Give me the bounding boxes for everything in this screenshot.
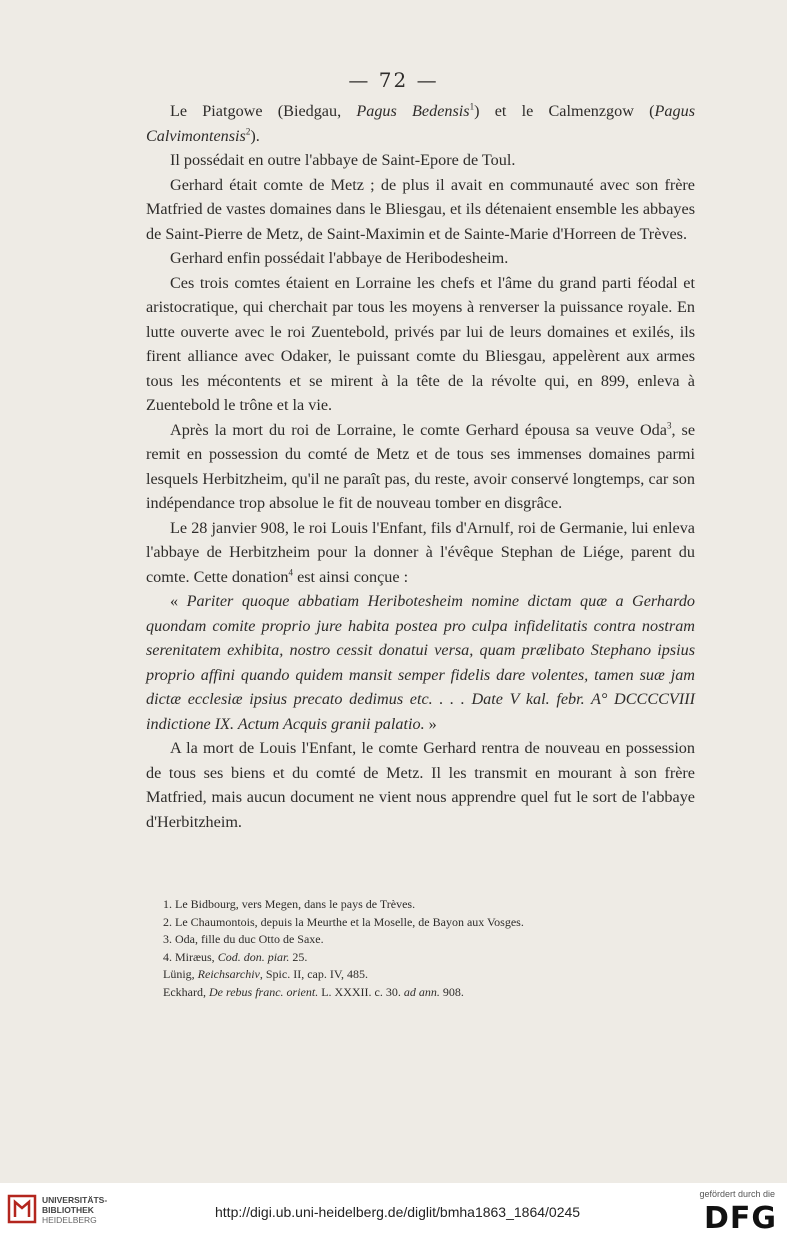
italic-text: De rebus franc. orient. [208, 984, 319, 999]
italic-text: Cod. don. piar. [217, 949, 290, 964]
italic-text: ad ann. [403, 984, 440, 999]
body-text [146, 99, 695, 834]
library-name[interactable] [42, 1195, 107, 1225]
italic-text: Pariter quoque abbatiam Heribotesheim nomine dictam quæ a Gerhardo quondam comite proprio jure habita postea pro culpa infidelitatis contra nostram serenitatem exhibita, nostro cessit donatui versa, quam prælibato Stephano ipsius proprio affini quando quidem mansit semper fidelis dare volentes, tamen suæ jam dictæ ecclesiæ ipsius precato dedimus etc. . . . Date V kal. febr. A° DCCCCVIII indictione IX. Actum Acquis granii palatio. [146, 592, 696, 733]
text-run: Lünig, [163, 967, 198, 981]
footnote-ref: 4 [288, 567, 294, 578]
library-emblem-icon [6, 1193, 38, 1225]
text-run: 25. [289, 949, 308, 964]
paragraph [146, 271, 695, 418]
paragraph [146, 99, 695, 148]
text-run: ). [250, 126, 260, 145]
footnote [163, 914, 693, 932]
italic-text: Pagus Calvimontensis [146, 102, 695, 145]
text-run: Il possédait en outre l'abbaye de Saint-Epore de Toul. [170, 151, 516, 169]
text-run: Eckhard, [163, 984, 209, 999]
footnote [163, 949, 693, 967]
text-run: , Spic. II, cap. IV, 485. [259, 967, 368, 981]
text-run: Gerhard enfin possédait l'abbaye de Heribodesheim. [170, 249, 509, 267]
viewer-footer [0, 1183, 787, 1237]
library-name-line3: HEIDELBERG [42, 1215, 97, 1225]
text-run: Gerhard était comte de Metz ; de plus il avait en communauté avec son frère Matfried de vastes domaines dans le Bliesgau, et ils détenaient ensemble les abbayes de Saint-Pierre de Metz, de Saint-Maximin et de Sainte-Marie d'Horreen de Trèves. [146, 175, 695, 243]
paragraph [146, 418, 695, 516]
text-run: ) et le Calmenzgow ( [474, 102, 655, 120]
text-run: Le Piatgowe (Biedgau, [170, 102, 357, 120]
footnote-ref: 3 [666, 420, 672, 431]
text-run: Après la mort du roi de Lorraine, le comte Gerhard épousa sa veuve Oda [170, 420, 667, 439]
italic-text: Reichsarchiv [197, 967, 260, 981]
text-run: 4. Miræus, [163, 949, 218, 964]
text-run: Le 28 janvier 908, le roi Louis l'Enfant, fils d'Arnulf, roi de Germanie, lui enleva l'abbaye de Herbitzheim pour la donner à l'évêque Stephan de Liége, parent du comte. Cette donation [146, 518, 695, 586]
library-name-line2: BIBLIOTHEK [42, 1205, 94, 1215]
text-run: A la mort de Louis l'Enfant, le comte Gerhard rentra de nouveau en possession de tous ses biens et du comté de Metz. Il les transmit en mourant à son frère Matfried, mais aucun document ne vient nous apprendre quel fut le sort de l'abbaye d'Herbitzheim. [146, 739, 695, 831]
text-run: 3. Oda, fille du duc Otto de Saxe. [163, 932, 324, 946]
text-run: 908. [439, 984, 464, 999]
paragraph [146, 736, 695, 834]
library-name-line1: UNIVERSITÄTS- [42, 1195, 108, 1205]
dfg-logo[interactable]: DFG [703, 1201, 777, 1236]
paragraph [146, 516, 695, 590]
footnote [163, 984, 693, 1002]
text-run: est ainsi conçue : [293, 567, 409, 586]
text-run: L. XXXII. c. 30. [318, 984, 404, 999]
page-url-link[interactable]: http://digi.ub.uni-heidelberg.de/diglit/bmha1863_1864/0245 [215, 1204, 581, 1220]
text-run: , se remit en possession du comté de Metz et de tous ses immenses domaines parmi lesquels Herbitzheim, qu'il ne paraît pas, du reste, avoir conservé longtemps, car son indépendance trop absolue le fit de nouveau tomber en disgrâce. [146, 420, 696, 512]
text-run: 1. Le Bidbourg, vers Megen, dans le pays de Trèves. [163, 897, 416, 911]
footnotes [163, 896, 693, 1001]
paragraph [146, 589, 695, 736]
text-run: Ces trois comtes étaient en Lorraine les chefs et l'âme du grand parti féodal et aristocratique, qui cherchait par tous les moyens à renverser la puissance royale. En lutte ouverte avec le roi Zuentebold, privés par lui de leurs domaines et exilés, ils firent alliance avec Odaker, le puissant comte du Bliesgau, appelèrent aux armes tous les mécontents et se mirent à la tête de la révolte qui, en 899, enleva à Zuentebold le trône et la vie. [146, 273, 695, 414]
text-run: 2. Le Chaumontois, depuis la Meurthe et la Moselle, de Bayon aux Vosges. [163, 914, 524, 929]
paragraph [146, 173, 695, 247]
paragraph [146, 246, 695, 271]
footnote-ref: 1 [469, 101, 475, 112]
page-number: — 72 — [348, 68, 439, 92]
italic-text: Pagus Bedensis [356, 102, 470, 120]
footnote [163, 896, 693, 914]
footnote-ref: 2 [245, 126, 251, 137]
footnote [163, 966, 693, 984]
text-run: » [424, 714, 437, 733]
paragraph [146, 148, 695, 173]
text-run: « [170, 592, 187, 610]
funded-by-label: gefördert durch die [699, 1189, 775, 1199]
footnote [163, 931, 693, 949]
